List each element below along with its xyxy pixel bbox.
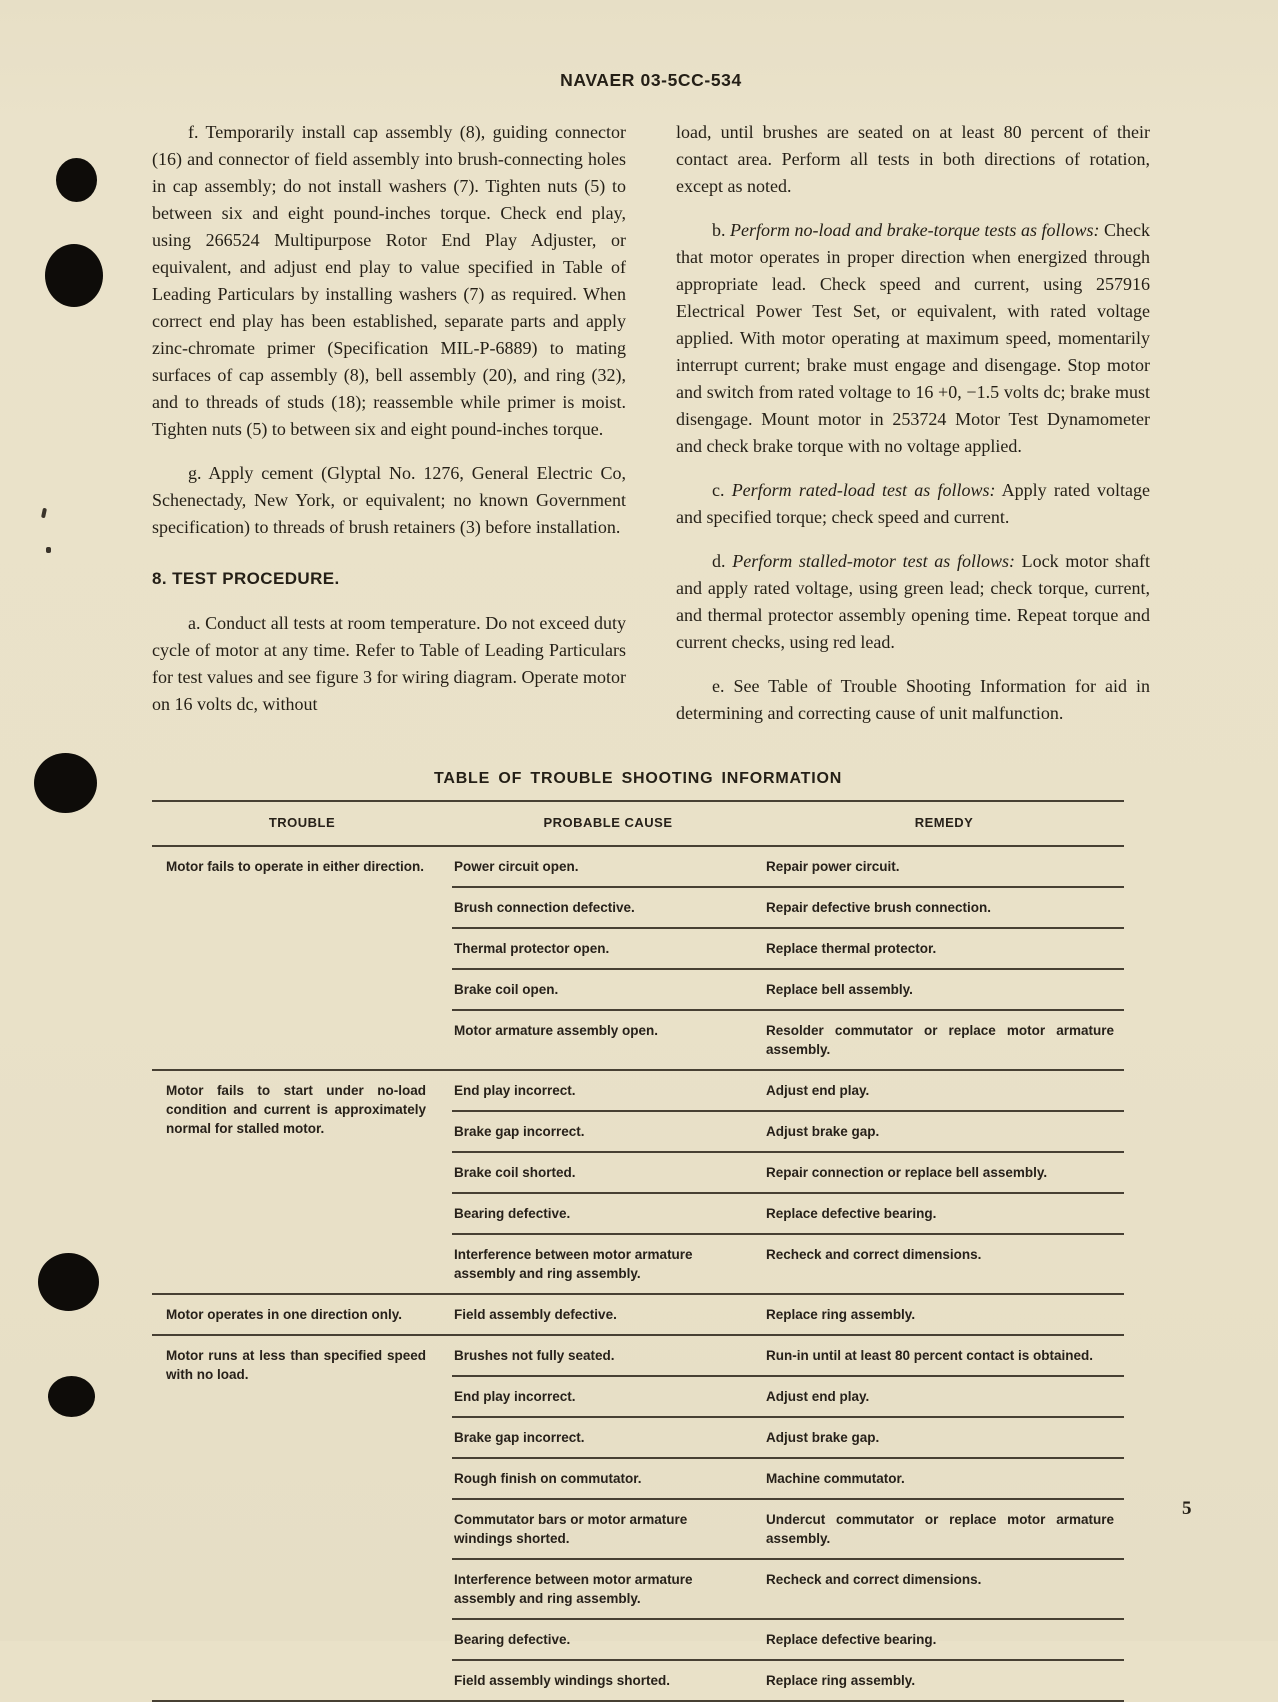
paragraph-f: f. Temporarily install cap assembly (8), guiding connector (16) and connector of field assembly into brush-connecting holes in cap assembly; do not install washers (7). Tighten nuts (5) to between six and eight pound-inches torque. Check end play, using 266524 Multipurpose Rotor End Play Adjuster, or equivalent, and adjust end play to value specified in Table of Leading Particulars by installing washers (7) as required. When correct end play has been established, separate parts and apply zinc-chromate primer (Specification MIL-P-6889) to mating surfaces of cap assembly (8), bell assembly (20), and ring (32), and to threads of studs (18); reassemble while primer is moist. Tighten nuts (5) to between six and eight pound-inches torque.	[152, 122, 626, 439]
trouble-shooting-table	[152, 800, 1124, 1702]
punch-mark	[56, 158, 97, 202]
remedy-cell: Adjust end play.	[764, 1376, 1124, 1417]
ink-speck	[41, 508, 47, 519]
cause-cell: Interference between motor armature assembly and ring assembly.	[452, 1559, 764, 1619]
remedy-cell: Adjust end play.	[764, 1070, 1124, 1111]
paragraph-d	[676, 548, 1150, 656]
remedy-cell: Machine commutator.	[764, 1458, 1124, 1499]
remedy-cell: Adjust brake gap.	[764, 1417, 1124, 1458]
cause-cell: Thermal protector open.	[452, 928, 764, 969]
table-header-row	[152, 801, 1124, 846]
remedy-cell: Run-in until at least 80 percent contact is obtained.	[764, 1335, 1124, 1376]
paragraph-a: a. Conduct all tests at room temperature. Do not exceed duty cycle of motor at any time. Refer to Table of Leading Particulars for test values and see figure 3 for wiring diagram. Operate motor on 16 volts dc, without	[152, 613, 626, 714]
cause-cell: Rough finish on commutator.	[452, 1458, 764, 1499]
remedy-cell: Replace defective bearing.	[764, 1193, 1124, 1234]
table-row	[152, 1070, 1124, 1111]
column-header-remedy: REMEDY	[764, 801, 1124, 846]
column-header-trouble: TROUBLE	[152, 801, 452, 846]
section-heading-test-procedure: 8. TEST PROCEDURE.	[152, 569, 340, 588]
ink-speck	[46, 547, 51, 553]
paragraph-d-prefix: d.	[712, 551, 733, 571]
punch-mark	[48, 1376, 95, 1417]
remedy-cell: Replace ring assembly.	[764, 1660, 1124, 1701]
paragraph-c	[676, 477, 1150, 531]
punch-mark	[38, 1253, 99, 1311]
remedy-cell: Replace thermal protector.	[764, 928, 1124, 969]
cause-cell: Brake gap incorrect.	[452, 1417, 764, 1458]
trouble-cell: Motor operates in one direction only.	[152, 1294, 452, 1335]
cause-cell: Brushes not fully seated.	[452, 1335, 764, 1376]
paragraph-e: e. See Table of Trouble Shooting Information for aid in determining and correcting cause of unit malfunction.	[676, 676, 1150, 723]
paragraph-a-continued: load, until brushes are seated on at least 80 percent of their contact area. Perform all tests in both directions of rotation, except as noted.	[676, 122, 1150, 196]
cause-cell: Bearing defective.	[452, 1193, 764, 1234]
paragraph-d-text: Lock motor shaft and apply rated voltage, using green lead; check torque, current, and thermal protector assembly opening time. Repeat torque and current checks, using red lead.	[676, 551, 1151, 652]
remedy-cell: Undercut commutator or replace motor armature assembly.	[764, 1499, 1124, 1559]
table-title: TABLE OF TROUBLE SHOOTING INFORMATION	[433, 770, 843, 787]
cause-cell: Brake coil open.	[452, 969, 764, 1010]
cause-cell: Brake gap incorrect.	[452, 1111, 764, 1152]
page-number: 5	[1182, 1498, 1192, 1519]
trouble-cell: Motor fails to start under no-load condition and current is approximately normal for stalled motor.	[152, 1070, 452, 1294]
remedy-cell: Replace defective bearing.	[764, 1619, 1124, 1660]
paragraph-b-lead: Perform no-load and brake-torque tests as follows:	[730, 220, 1100, 240]
remedy-cell: Recheck and correct dimensions.	[764, 1559, 1124, 1619]
table-row	[152, 1294, 1124, 1335]
cause-cell: End play incorrect.	[452, 1070, 764, 1111]
punch-mark	[45, 244, 103, 307]
remedy-cell: Repair power circuit.	[764, 846, 1124, 887]
paragraph-b-prefix: b.	[712, 220, 731, 240]
trouble-cell: Motor runs at less than specified speed with no load.	[152, 1335, 452, 1701]
cause-cell: Field assembly defective.	[452, 1294, 764, 1335]
left-column	[152, 119, 626, 744]
remedy-cell: Replace ring assembly.	[764, 1294, 1124, 1335]
paragraph-d-lead: Perform stalled-motor test as follows:	[732, 551, 1015, 571]
remedy-cell: Replace bell assembly.	[764, 969, 1124, 1010]
paragraph-c-text: Apply rated voltage and specified torque; check speed and current.	[676, 480, 1150, 527]
cause-cell: Brake coil shorted.	[452, 1152, 764, 1193]
cause-cell: Power circuit open.	[452, 846, 764, 887]
cause-cell: Brush connection defective.	[452, 887, 764, 928]
remedy-cell: Recheck and correct dimensions.	[764, 1234, 1124, 1294]
cause-cell: Interference between motor armature assembly and ring assembly.	[452, 1234, 764, 1294]
trouble-cell: Motor fails to operate in either direction.	[152, 846, 452, 1070]
paragraph-g: g. Apply cement (Glyptal No. 1276, General Electric Co, Schenectady, New York, or equivalent; no known Government specification) to threads of brush retainers (3) before installation.	[152, 463, 626, 537]
cause-cell: Motor armature assembly open.	[452, 1010, 764, 1070]
cause-cell: Field assembly windings shorted.	[452, 1660, 764, 1701]
doc-number: NAVAER 03-5CC-534	[560, 70, 742, 90]
remedy-cell: Repair defective brush connection.	[764, 887, 1124, 928]
paragraph-b	[676, 217, 1150, 460]
remedy-cell: Adjust brake gap.	[764, 1111, 1124, 1152]
remedy-cell: Repair connection or replace bell assembly.	[764, 1152, 1124, 1193]
right-column	[676, 119, 1150, 744]
table-row	[152, 846, 1124, 887]
column-header-probable-cause: PROBABLE CAUSE	[452, 801, 764, 846]
paragraph-c-lead: Perform rated-load test as follows:	[731, 480, 996, 500]
cause-cell: End play incorrect.	[452, 1376, 764, 1417]
paragraph-c-prefix: c.	[712, 480, 732, 500]
remedy-cell: Resolder commutator or replace motor armature assembly.	[764, 1010, 1124, 1070]
paragraph-b-text: Check that motor operates in proper direction when energized through appropriate lead. Check speed and current, using 257916 Electrical Power Test Set, or equivalent, with rated voltage applied. With motor operating at maximum speed, momentarily interrupt current; brake must engage and disengage. Stop motor and switch from rated voltage to 16 +0, −1.5 volts dc; brake must disengage. Mount motor in 253724 Motor Test Dynamometer and check brake torque with no voltage applied.	[676, 220, 1151, 456]
table-row	[152, 1335, 1124, 1376]
trouble-shooting-table-section	[152, 770, 1124, 1702]
cause-cell: Commutator bars or motor armature windings shorted.	[452, 1499, 764, 1559]
cause-cell: Bearing defective.	[452, 1619, 764, 1660]
body-columns	[152, 119, 1150, 744]
punch-mark	[34, 753, 97, 813]
